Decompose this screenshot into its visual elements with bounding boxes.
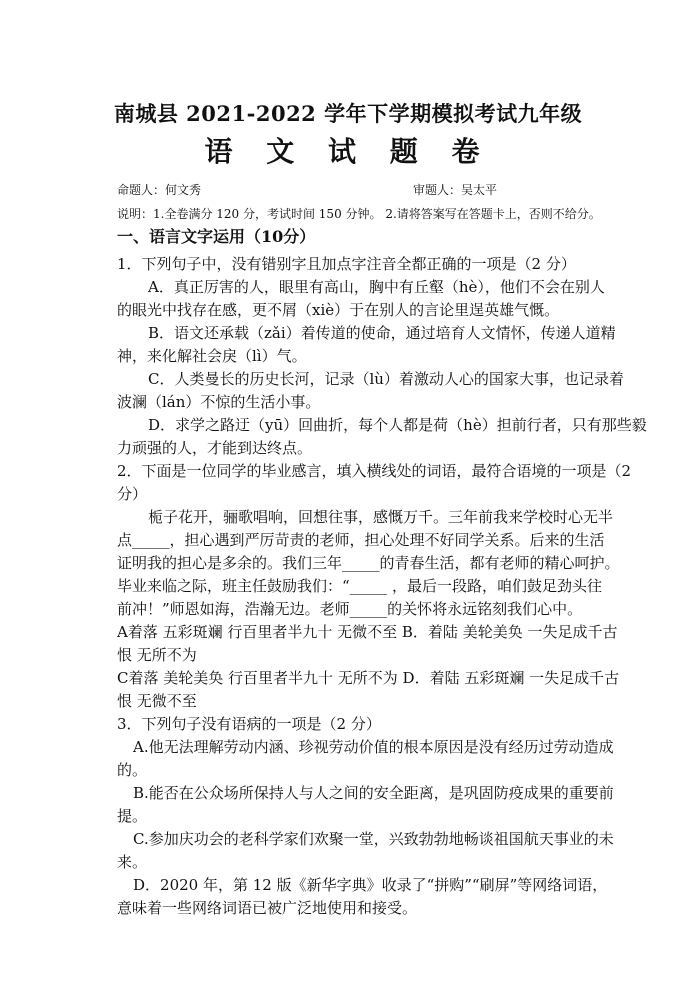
q1-option-b-line2: 神，来化解社会戾（lì）气。: [117, 347, 307, 365]
q3-option-b-line2: 提。: [117, 807, 148, 825]
q2-options-cd-line1: C着落 美轮美奂 行百里者半九十 无所不为 D．着陆 五彩斑斓 一失足成千古: [117, 669, 620, 687]
q1-option-a-line1: A．真正厉害的人，眼里有高山，胸中有丘壑（hè），他们不会在别人: [148, 278, 605, 296]
author-line: 命题人：何文秀: [117, 183, 202, 197]
exam-subtitle: 语 文 试 题 卷: [204, 135, 492, 168]
q3-stem: 3．下列句子没有语病的一项是（2 分）: [117, 715, 381, 733]
q3-option-a-line1: A.他无法理解劳动内涵、珍视劳动价值的根本原因是没有经历过劳动造成: [133, 738, 614, 756]
q3-option-d-line1: D．2020 年，第 12 版《新华字典》收录了“拼购”“刷屏”等网络词语，: [133, 876, 608, 894]
q3-option-c-line2: 来。: [117, 853, 148, 871]
exam-title: 南城县 2021-2022 学年下学期模拟考试九年级: [113, 101, 583, 126]
q2-options-cd-line2: 恨 无微不至: [117, 692, 197, 710]
q1-option-a-line2: 的眼光中找存在感，更不屑（xiè）于在别人的言论里逞英雄气慨。: [117, 301, 560, 319]
q2-stem-line1: 2．下面是一位同学的毕业感言，填入横线处的词语，最符合语境的一项是（2: [117, 462, 632, 480]
q2-options-ab-line1: A着落 五彩斑斓 行百里者半九十 无微不至 B．着陆 美轮美奂 一失足成千古: [117, 623, 618, 641]
q2-passage-line5: 前冲！”师恩如海，浩瀚无边。老师_____的关怀将永远铭刻我们心中。: [117, 600, 583, 618]
q1-stem: 1．下列句子中，没有错别字且加点字注音全都正确的一项是（2 分）: [117, 255, 576, 273]
q2-passage-line4: 毕业来临之际，班主任鼓励我们：“_____ ，最后一段路，咱们鼓足劲头往: [117, 577, 602, 595]
q1-option-d-line1: D．求学之路迂（yū）回曲折，每个人都是荷（hè）担前行者，只有那些毅: [148, 416, 647, 434]
q1-option-c-line1: C．人类曼长的历史长河，记录（lù）着激动人心的国家大事，也记录着: [148, 370, 624, 388]
q2-passage-line2: 点_____，担心遇到严厉苛责的老师，担心处理不好同学关系。后来的生活: [117, 531, 605, 549]
q2-options-ab-line2: 恨 无所不为: [117, 646, 197, 664]
section-heading: 一、语言文字运用（10分）: [117, 227, 316, 246]
q2-passage-line1: 栀子花开，骊歌唱响，回想往事，感慨万千。三年前我来学校时心无半: [148, 508, 614, 526]
q3-option-d-line2: 意味着一些网络词语已被广泛地使用和接受。: [117, 899, 418, 917]
exam-instructions: 说明：1.全卷满分 120 分，考试时间 150 分钟。 2.请将答案写在答题卡上，否则不给分。: [117, 207, 601, 221]
q3-option-c-line1: C.参加庆功会的老科学家们欢聚一堂，兴致勃勃地畅谈祖国航天事业的未: [133, 830, 614, 848]
q2-passage-line3: 证明我的担心是多余的。我们三年_____的青春生活，都有老师的精心呵护。: [117, 554, 620, 572]
q1-option-d-line2: 力顽强的人，才能到达终点。: [117, 439, 313, 457]
reviewer-line: 审题人：吴太平: [413, 183, 498, 197]
q2-stem-line2: 分）: [117, 485, 148, 503]
q1-option-c-line2: 波澜（lán）不惊的生活小事。: [117, 393, 321, 411]
q3-option-b-line1: B.能否在公众场所保持人与人之间的安全距离，是巩固防疫成果的重要前: [133, 784, 614, 802]
q1-option-b-line1: B．语文还承载（zǎi）着传道的使命，通过培育人文情怀，传递人道精: [148, 324, 616, 342]
q3-option-a-line2: 的。: [117, 761, 148, 779]
